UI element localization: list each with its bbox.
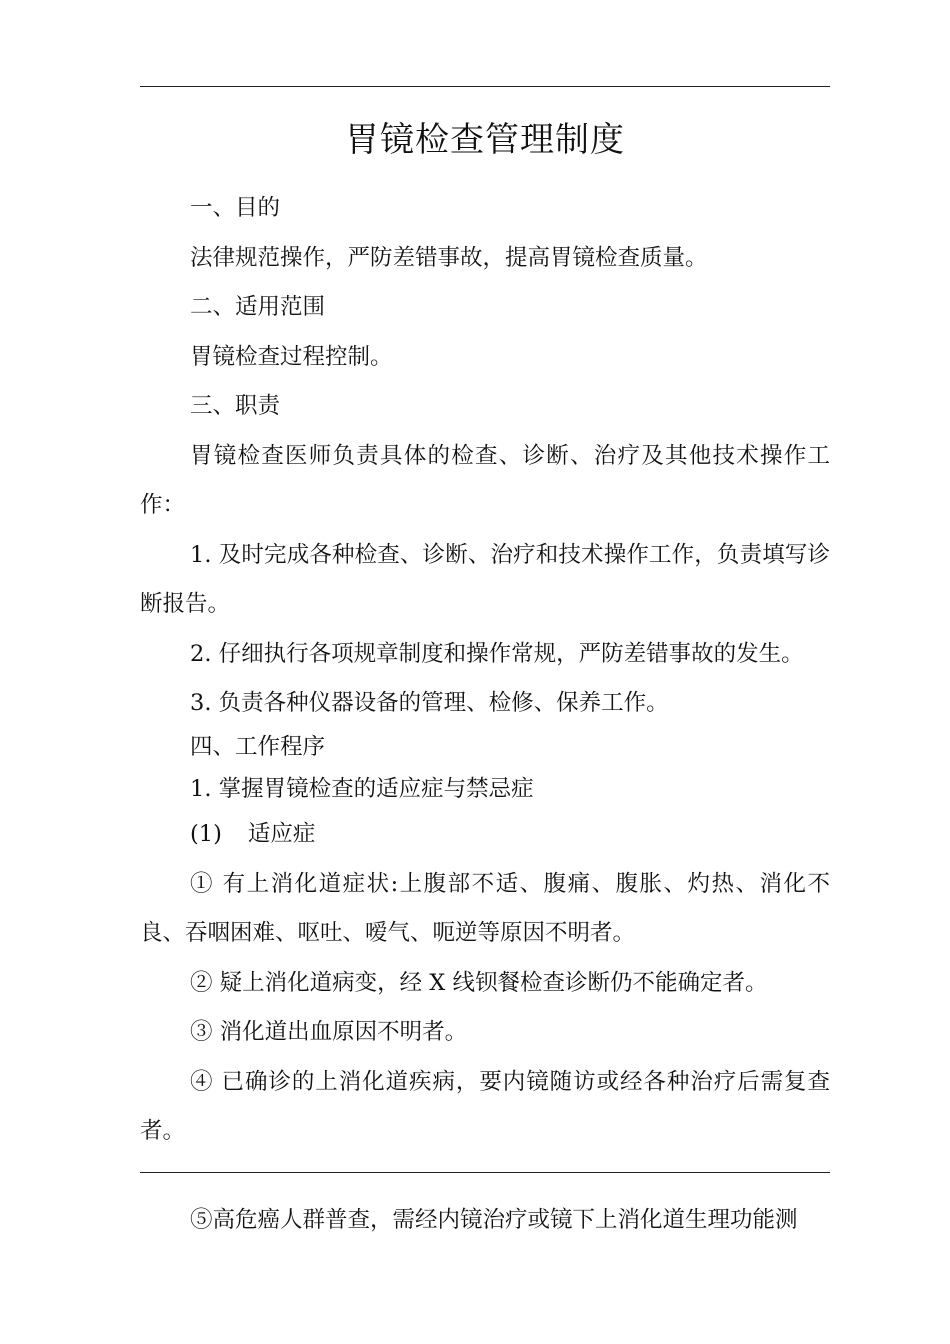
page-break-rule xyxy=(140,1172,830,1173)
document-title: 胃镜检查管理制度 xyxy=(345,120,625,160)
header-rule xyxy=(140,86,830,87)
sub-heading-indications xyxy=(140,810,830,860)
paragraph-duties: 胃镜检查医师负责具体的检查、诊断、治疗及其他技术操作工作： xyxy=(140,442,830,518)
indication-2: ② 疑上消化道病变，经 X 线钡餐检查诊断仍不能确定者。 xyxy=(190,969,768,996)
heading-scope: 二、适用范围 xyxy=(190,294,326,320)
sub-heading-number: (1) xyxy=(190,821,222,847)
duty-item-1: 1. 及时完成各种检查、诊断、治疗和技术操作工作，负责填写诊断报告。 xyxy=(140,541,830,617)
heading-procedure: 四、工作程序 xyxy=(190,734,326,760)
heading-duties: 三、职责 xyxy=(190,393,281,419)
indication-5: ⑤高危癌人群普查，需经内镜治疗或镜下上消化道生理功能测 xyxy=(190,1207,798,1233)
sub-heading-label: 适应症 xyxy=(247,821,316,847)
document-body-next-page xyxy=(140,1196,830,1246)
indication-4: ④ 已确诊的上消化道疾病，要内镜随访或经各种治疗后需复查者。 xyxy=(140,1068,830,1144)
heading-purpose: 一、目的 xyxy=(190,195,281,221)
duty-item-2: 2. 仔细执行各项规章制度和操作常规，严防差错事故的发生。 xyxy=(190,640,804,667)
duty-item-3: 3. 负责各种仪器设备的管理、检修、保养工作。 xyxy=(190,690,669,716)
paragraph-purpose: 法律规范操作，严防差错事故，提高胃镜检查质量。 xyxy=(190,244,708,271)
indication-1: ① 有上消化道症状:上腹部不适、腹痛、腹胀、灼热、消化不良、吞咽困难、呕吐、嗳气、呃逆等原因不明者。 xyxy=(140,870,830,946)
document-body-section-2 xyxy=(140,726,830,1157)
procedure-item-1: 1. 掌握胃镜检查的适应症与禁忌症 xyxy=(190,776,534,802)
indication-3: ③ 消化道出血原因不明者。 xyxy=(190,1019,468,1045)
document-body-section-1 xyxy=(140,184,830,729)
paragraph-scope: 胃镜检查过程控制。 xyxy=(190,343,393,370)
